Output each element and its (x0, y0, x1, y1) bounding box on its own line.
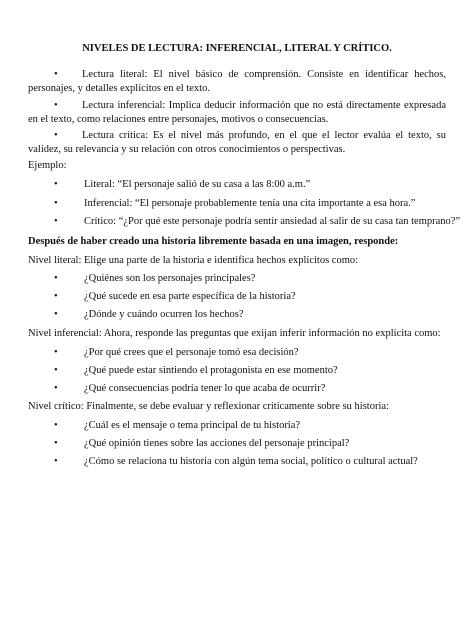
bullet: • (54, 179, 58, 190)
critical-level-heading: Nivel crítico: Finalmente, se debe evaluar y reflexionar críticamente sobre su historia: (28, 401, 389, 412)
bullet: • (54, 309, 58, 320)
bullet: • (54, 420, 58, 431)
question-text: ¿Qué puede estar sintiendo el protagonista en ese momento? (84, 365, 338, 376)
question-text: ¿Qué consecuencias podría tener lo que acaba de ocurrir? (84, 383, 326, 394)
question-text: ¿Cuál es el mensaje o tema principal de tu historia? (84, 420, 301, 431)
question-text: ¿Cómo se relaciona tu historia con algún tema social, político o cultural actual? (84, 456, 418, 467)
bullet: • (54, 438, 58, 449)
bullet: • (54, 198, 58, 209)
bullet: • (54, 365, 58, 376)
question-text: ¿Qué sucede en esa parte específica de la historia? (84, 291, 296, 302)
definition-critical (28, 129, 446, 157)
bullet: • (54, 100, 58, 111)
inferential-level-heading: Nivel inferencial: Ahora, responde las preguntas que exijan inferir información no explícita como: (28, 328, 441, 339)
definition-text: Lectura literal: El nivel básico de comprensión. Consiste en identificar hechos, personajes, y detalles explícitos en el texto. (28, 69, 446, 94)
question-text: ¿Dónde y cuándo ocurren los hechos? (84, 309, 244, 320)
definition-text: Lectura crítica: Es el nivel más profundo, en el que el lector evalúa el texto, su validez, su relevancia y su relación con otros conocimientos o perspectivas. (28, 130, 446, 155)
definition-literal (28, 68, 446, 96)
document-title: NIVELES DE LECTURA: INFERENCIAL, LITERAL Y CRÍTICO. (82, 43, 392, 54)
question-text: ¿Quiénes son los personajes principales? (84, 273, 256, 284)
bullet: • (54, 69, 58, 80)
bullet: • (54, 347, 58, 358)
literal-level-heading: Nivel literal: Elige una parte de la historia e identifica hechos explícitos como: (28, 255, 359, 266)
bullet: • (54, 216, 58, 227)
example-heading: Ejemplo: (28, 160, 67, 171)
definition-inferential (28, 99, 446, 127)
question-text: ¿Qué opinión tienes sobre las acciones del personaje principal? (84, 438, 350, 449)
example-text: Literal: “El personaje salió de su casa a las 8:00 a.m.” (84, 179, 311, 190)
example-text: Inferencial: “El personaje probablemente tenía una cita importante a esa hora.” (84, 198, 416, 209)
instruction-heading: Después de haber creado una historia libremente basada en una imagen, responde: (28, 236, 399, 247)
bullet: • (54, 456, 58, 467)
bullet: • (54, 291, 58, 302)
question-text: ¿Por qué crees que el personaje tomó esa decisión? (84, 347, 299, 358)
bullet: • (54, 273, 58, 284)
bullet: • (54, 383, 58, 394)
bullet: • (54, 130, 58, 141)
example-text: Crítico: “¿Por qué este personaje podría sentir ansiedad al salir de su casa tan temprano?” (84, 216, 461, 227)
definition-text: Lectura inferencial: Implica deducir información que no está directamente expresada en el texto, como relaciones entre personajes, motivos o consecuencias. (28, 100, 446, 125)
